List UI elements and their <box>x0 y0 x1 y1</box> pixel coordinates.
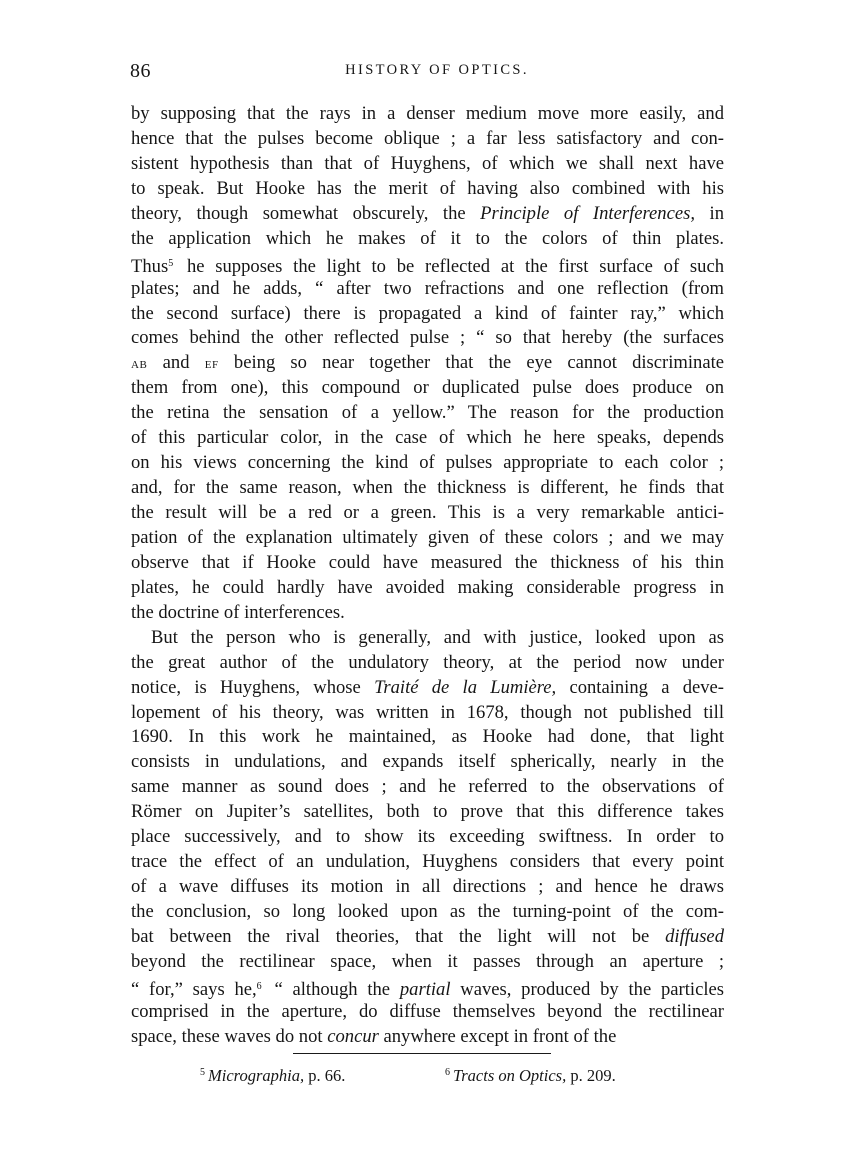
footnote-source: Tracts on Optics, <box>453 1066 567 1085</box>
footnote-rule <box>293 1053 551 1054</box>
italic-text: partial <box>399 978 451 1000</box>
text-line <box>131 975 724 1000</box>
footnote-5 <box>200 1062 345 1087</box>
text-line: of this particular color, in the case of which he here speaks, depends <box>131 427 724 449</box>
small-caps-label: AB <box>131 359 148 372</box>
text-line: 1690. In this work he maintained, as Hooke had done, that light <box>131 726 724 748</box>
text-line <box>131 925 724 950</box>
text-run: in <box>694 202 724 224</box>
text-line: of a wave diffuses its motion in all directions ; and hence he draws <box>131 876 724 898</box>
text-line: them from one), this compound or duplicated pulse does produce on <box>131 377 724 399</box>
text-line: on his views concerning the kind of pulses appropriate to each color ; <box>131 452 724 474</box>
text-line: the conclusion, so long looked upon as the turning-point of the com- <box>131 901 724 922</box>
text-line: beyond the rectilinear space, when it passes through an aperture ; <box>131 950 724 972</box>
text-line: the application which he makes of it to the colors of thin plates. <box>131 227 724 249</box>
footnote-6 <box>445 1062 616 1087</box>
text-line <box>131 351 724 376</box>
text-line: trace the effect of an undulation, Huyghens considers that every point <box>131 851 724 873</box>
text-line: lopement of his theory, was written in 1678, though not published till <box>131 701 724 723</box>
page-number: 86 <box>130 60 151 82</box>
text-line <box>131 202 724 227</box>
text-run: “ although the <box>264 978 400 1000</box>
text-line: observe that if Hooke could have measured the thickness of his thin <box>131 551 724 573</box>
italic-text: diffused <box>665 925 724 947</box>
text-line: by supposing that the rays in a denser medium move more easily, and <box>131 103 724 124</box>
footnote-reference: 5 <box>168 257 174 269</box>
text-run: bat between the rival theories, that the light will not be <box>131 925 666 947</box>
text-line: hence that the pulses become oblique ; a far less satisfactory and con- <box>131 127 724 149</box>
running-head <box>130 60 724 88</box>
footnote-reference: 6 <box>256 980 262 992</box>
text-run: he supposes the light to be reflected at the first surface of such <box>176 255 724 277</box>
text-line: consists in undulations, and expands itself spherically, nearly in the <box>131 751 724 773</box>
text-run: containing a deve- <box>556 676 724 698</box>
text-line: But the person who is generally, and with justice, looked upon as <box>151 626 724 648</box>
text-run: and <box>147 352 205 374</box>
text-line <box>131 676 724 701</box>
text-run: notice, is Huyghens, whose <box>131 676 375 698</box>
text-run: space, these waves do not <box>131 1025 328 1047</box>
text-line: and, for the same reason, when the thickness is different, he finds that <box>131 477 724 499</box>
footnote-marker: 6 <box>445 1067 450 1078</box>
text-line: Römer on Jupiter’s satellites, both to prove that this difference takes <box>131 801 724 823</box>
body-text <box>131 102 724 1050</box>
text-run: “ for,” says he, <box>131 978 257 1000</box>
text-line: same manner as sound does ; and he referred to the observations of <box>131 776 724 798</box>
text-line: the result will be a red or a green. This is a very remarkable antici- <box>131 502 724 523</box>
text-run: Thus <box>131 255 169 277</box>
text-run: theory, though somewhat obscurely, the <box>131 202 481 224</box>
text-run: being so near together that the eye cannot discriminate <box>218 352 724 374</box>
text-line: plates, he could hardly have avoided making considerable progress in <box>131 576 724 598</box>
text-line <box>131 1025 724 1050</box>
text-line: place successively, and to show its exceeding swiftness. In order to <box>131 826 724 848</box>
text-line: the retina the sensation of a yellow.” The reason for the production <box>131 402 724 424</box>
text-line: to speak. But Hooke has the merit of having also combined with his <box>131 177 724 199</box>
text-line: sistent hypothesis than that of Huyghens, of which we shall next have <box>131 152 724 174</box>
footnote-marker: 5 <box>200 1067 205 1078</box>
text-run: waves, produced by the particles <box>450 978 724 1000</box>
italic-text: concur <box>327 1025 379 1047</box>
text-line: the doctrine of interferences. <box>131 601 345 623</box>
running-title: HISTORY OF OPTICS. <box>345 62 529 78</box>
text-line: comprised in the aperture, do diffuse themselves beyond the rectilinear <box>131 1000 724 1022</box>
italic-text: Traité de la Lumière, <box>374 676 557 698</box>
small-caps-label: EF <box>204 359 219 372</box>
text-line: comes behind the other reflected pulse ; “ so that hereby (the surfaces <box>131 327 724 349</box>
text-line: the second surface) there is propagated a kind of fainter ray,” which <box>131 302 724 324</box>
italic-text: Principle of Interferences, <box>480 202 695 224</box>
footnote-source: Micrographia, <box>208 1066 305 1085</box>
text-run: anywhere except in front of the <box>378 1025 617 1047</box>
text-line: plates; and he adds, “ after two refractions and one reflection (from <box>131 277 724 299</box>
text-line: pation of the explanation ultimately given of these colors ; and we may <box>131 526 724 548</box>
footnote-page: p. 66. <box>304 1066 346 1085</box>
footnote-page: p. 209. <box>566 1066 616 1085</box>
text-line <box>131 252 724 277</box>
text-line: the great author of the undulatory theory, at the period now under <box>131 651 724 673</box>
